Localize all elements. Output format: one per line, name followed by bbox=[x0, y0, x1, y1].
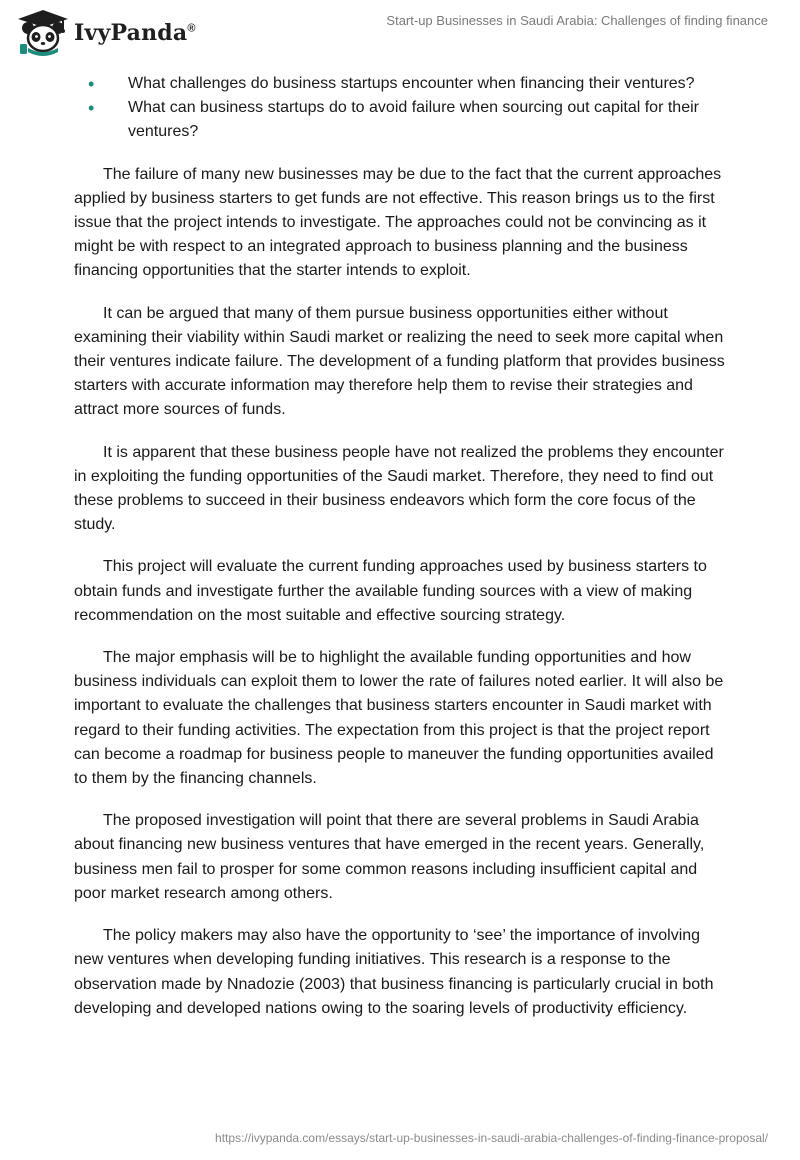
document-title: Start-up Businesses in Saudi Arabia: Challenges of finding finance bbox=[386, 13, 768, 28]
paragraph: The proposed investigation will point that there are several problems in Saudi Arabia about financing new business ventures that have emerged in the recent years. Generally, business men fail to prosper for some common reasons including insufficient capital and poor market research among others. bbox=[74, 812, 705, 902]
page-header bbox=[0, 0, 800, 64]
paragraph: It can be argued that many of them pursue business opportunities either without examining their viability within Saudi market or realizing the need to seek more capital when their ventures indicate failure. The development of a funding platform that provides business starters with accurate information may therefore help them to revise their strategies and attract more sources of funds. bbox=[74, 304, 725, 419]
research-questions-list bbox=[74, 72, 726, 145]
paragraph: The failure of many new businesses may be due to the fact that the current approaches applied by business starters to get funds are not effective. This reason brings us to the first issue that the project intends to investigate. The approaches could not be convincing as it might be with respect to an integrated approach to business planning and the business financing opportunities that the starter intends to exploit. bbox=[74, 165, 722, 280]
brand-name: IvyPanda® bbox=[74, 20, 196, 46]
essay-body bbox=[74, 72, 726, 1039]
source-url[interactable]: https://ivypanda.com/essays/start-up-businesses-in-saudi-arabia-challenges-of-finding-finance-proposal/ bbox=[215, 1131, 768, 1145]
paragraph: The major emphasis will be to highlight the available funding opportunities and how business individuals can exploit them to lower the rate of failures noted earlier. It will also be important to evaluate the challenges that business starters encounter in Saudi market with regard to their funding activities. The expectation from this project is that the project report can become a roadmap for business people to maneuver the funding opportunities availed to them by the financing channels. bbox=[74, 649, 724, 788]
list-item: • What can business startups do to avoid failure when sourcing out capital for their ventures? bbox=[74, 96, 726, 144]
list-item: • What challenges do business startups encounter when financing their ventures? bbox=[74, 72, 726, 96]
paragraph: It is apparent that these business people have not realized the problems they encounter in exploiting the funding opportunities of the Saudi market. Therefore, they need to find out these problems to succeed in their business endeavors which form the core focus of the study. bbox=[74, 443, 724, 534]
paragraph: The policy makers may also have the opportunity to ‘see’ the importance of involving new ventures when developing funding initiatives. This research is a response to the observation made by Nnadozie (2003) that business financing is particularly crucial in both developing and developed nations owing to the soaring levels of productivity efficiency. bbox=[74, 927, 714, 1017]
paragraph: This project will evaluate the current funding approaches used by business starters to obtain funds and investigate further the available funding sources with a view of making recommendation on the most suitable and effective sourcing strategy. bbox=[74, 558, 707, 624]
brand-logo[interactable] bbox=[14, 8, 196, 56]
panda-graduate-icon bbox=[14, 8, 72, 56]
